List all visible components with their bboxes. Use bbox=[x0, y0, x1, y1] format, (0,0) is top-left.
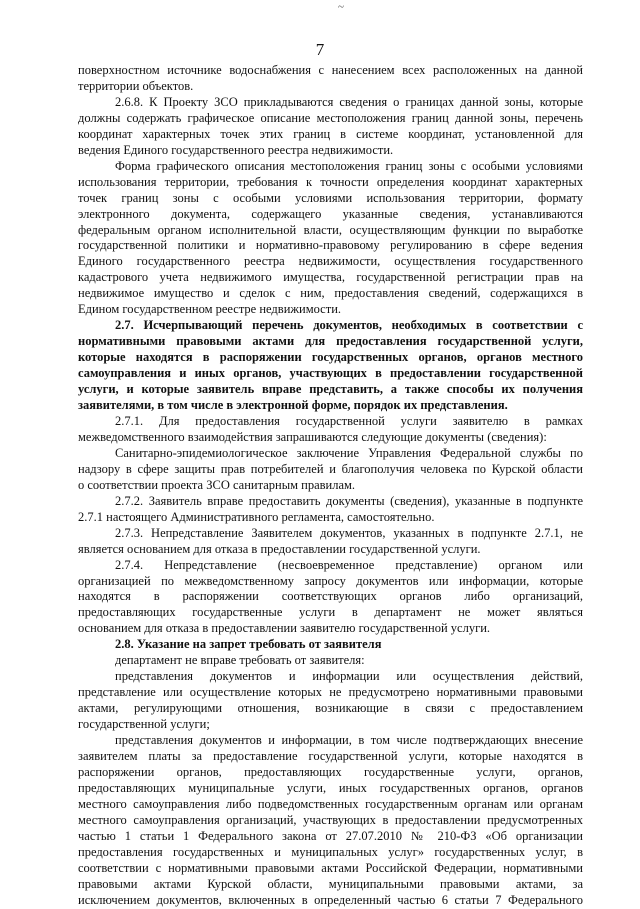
text-line: предоставляющих муниципальные услуги, иных государственных органов, органов bbox=[78, 780, 583, 795]
text-line: исключением документов, включенных в определенный частью 6 статьи 7 Федерального bbox=[78, 892, 583, 907]
text-line: представления документов и информации, в том числе подтверждающих внесение bbox=[115, 733, 583, 748]
text-line: организацией по межведомственному запросу документов или информации, которые bbox=[78, 573, 583, 588]
text-line: предоставляющих государственные услуги в департамент не может являться bbox=[78, 605, 583, 620]
text-line: соответствии с нормативными правовыми актами Российской Федерации, нормативными bbox=[78, 860, 583, 875]
text-line: предоставления государственных и муниципальных услуг» государственных услуг, в bbox=[78, 844, 583, 859]
text-line: самоуправления и иных органов, участвующих в предоставлении государственной bbox=[78, 366, 583, 381]
text-line: заявителем платы за предоставление государственной услуги, которые находятся в bbox=[78, 748, 583, 763]
text-line: 2.7.2. Заявитель вправе предоставить документы (сведения), указанные в подпункте bbox=[115, 493, 583, 508]
top-mark: ~ bbox=[338, 1, 344, 13]
text-line: 2.7.3. Непредставление Заявителем документов, указанных в подпункте 2.7.1, не bbox=[115, 525, 583, 540]
text-line: Форма графического описания местоположения границ зоны с особыми условиями bbox=[115, 158, 583, 173]
text-line: ведения Единого государственного реестра недвижимости. bbox=[78, 142, 394, 157]
body-text bbox=[78, 63, 583, 909]
text-line: о соответствии проекта ЗСО санитарным правилам. bbox=[78, 477, 356, 492]
text-line: актами, регулирующими отношения, возникающие в связи с предоставлением bbox=[78, 701, 583, 716]
text-line: распоряжении органов, предоставляющих государственные услуги, органов, bbox=[78, 764, 583, 779]
text-line: услуги, и которые заявитель вправе представить, а также способы их получения bbox=[78, 382, 583, 397]
text-line: представление или осуществление которых не предусмотрено нормативными правовыми bbox=[78, 685, 583, 700]
text-line: 2.7. Исчерпывающий перечень документов, необходимых в соответствии с bbox=[115, 318, 583, 333]
text-line: частью 1 статьи 1 Федерального закона от 27.07.2010 № 210-ФЗ «Об организации bbox=[78, 828, 583, 843]
text-line: которые находятся в распоряжении государственных органов, органов местного bbox=[78, 350, 583, 365]
text-line: кадастрового учета недвижимого имущества, государственной регистрации прав на bbox=[78, 270, 583, 285]
text-line: недвижимое имущество и сделок с ним, предоставления сведений, содержащихся в bbox=[78, 286, 583, 301]
text-line: точек границ зоны с особыми условиями использования территории, формату bbox=[78, 190, 583, 205]
text-line: 2.7.1 настоящего Административного регламента, самостоятельно. bbox=[78, 509, 435, 524]
text-line: территории объектов. bbox=[78, 78, 194, 93]
text-line: местного самоуправления организаций, участвующих в предоставлении предусмотренных bbox=[78, 812, 583, 827]
text-line: 2.8. Указание на запрет требовать от заявителя bbox=[115, 637, 382, 652]
text-line: является основанием для отказа в предоставлении государственной услуги. bbox=[78, 541, 481, 556]
text-line: правовыми актами Курской области, муниципальными правовыми актами, за bbox=[78, 876, 583, 891]
text-line: координат характерных точек этих границ в системе координат, установленной для bbox=[78, 126, 583, 141]
text-line: 2.7.4. Непредставление (несвоевременное представление) органом или bbox=[115, 557, 583, 572]
text-line: Едином государственном реестре недвижимости. bbox=[78, 302, 342, 317]
text-line: государственной политики и нормативно-правовому регулированию в сфере ведения bbox=[78, 238, 583, 253]
text-line: государственной услуги; bbox=[78, 717, 210, 732]
text-line: находятся в распоряжении соответствующих органов либо организаций, bbox=[78, 589, 583, 604]
text-line: 2.7.1. Для предоставления государственной услуги заявителю в рамках bbox=[115, 413, 583, 428]
text-line: федеральным органом исполнительной власти, осуществляющим функции по выработке bbox=[78, 222, 583, 237]
text-line: нормативными правовыми актами для предоставления государственной услуги, bbox=[78, 334, 583, 349]
text-line: межведомственного взаимодействия запрашиваются следующие документы (сведения): bbox=[78, 429, 547, 444]
text-line: департамент не вправе требовать от заявителя: bbox=[115, 653, 365, 668]
text-line: 2.6.8. К Проекту ЗСО прикладываются сведения о границах данной зоны, которые bbox=[115, 94, 583, 109]
text-line: электронного документа, содержащего указанные сведения, устанавливаются bbox=[78, 206, 583, 221]
text-line: поверхностном источнике водоснабжения с нанесением всех расположенных на данной bbox=[78, 63, 583, 77]
text-line: основанием для отказа в предоставлении заявителю государственной услуги. bbox=[78, 621, 491, 636]
text-line: представления документов и информации или осуществления действий, bbox=[115, 669, 583, 684]
text-line: заявителями, в том числе в электронной форме, порядок их представления. bbox=[78, 398, 508, 413]
text-line: местного самоуправления либо подведомственных государственным органам или органам bbox=[78, 796, 583, 811]
text-line: использования территории, требования к точности определения координат характерных bbox=[78, 174, 583, 189]
text-line: Единого государственного реестра недвижимости, осуществления государственного bbox=[78, 254, 583, 269]
text-line: должны содержать графическое описание местоположения границ данной зоны, перечень bbox=[78, 110, 583, 125]
text-line: Санитарно-эпидемиологическое заключение Управления Федеральной службы по bbox=[115, 445, 583, 460]
text-line: надзору в сфере защиты прав потребителей и благополучия человека по Курской области bbox=[78, 461, 583, 476]
page-number: 7 bbox=[315, 40, 325, 59]
